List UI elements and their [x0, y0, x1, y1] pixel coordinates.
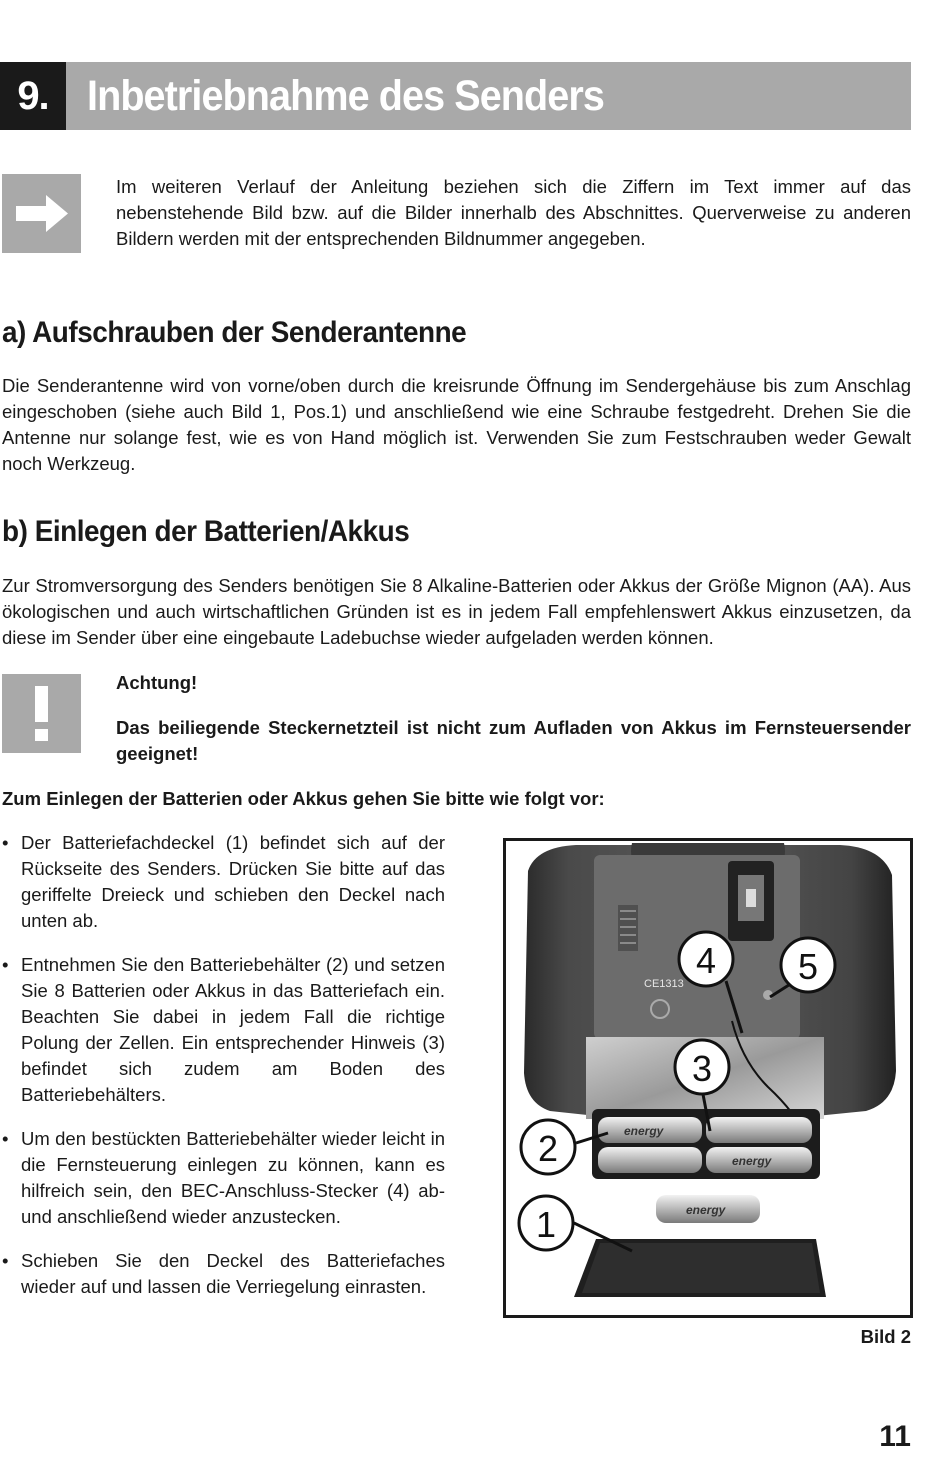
bullet-icon: •	[2, 1250, 9, 1271]
bullet-icon: •	[2, 832, 9, 853]
chapter-title: Inbetriebnahme des Senders	[87, 72, 604, 120]
warning-title: Achtung!	[116, 672, 198, 693]
svg-text:3: 3	[691, 1048, 713, 1089]
callout-2	[521, 1120, 575, 1174]
section-a-paragraph: Die Senderantenne wird von vorne/oben durch die kreisrunde Öffnung im Sendergehäuse bis zum Anschlag eingeschoben (siehe auch Bild 1, Pos.1) und anschließend wie eine Schraube festgedreht. Drehen Sie die Antenne nur solange fest, wie es von Hand möglich ist. Verwenden Sie zum Festschrauben weder Gewalt noch Werkzeug.	[2, 375, 911, 474]
figure-caption: Bild 2	[860, 1326, 911, 1347]
intro-paragraph: Im weiteren Verlauf der Anleitung beziehen sich die Ziffern im Text immer auf das nebenstehende Bild bzw. auf die Bilder innerhalb des Abschnittes. Querverweise zu anderen Bildern werden mit der entsprechenden Bildnummer angegeben.	[116, 176, 911, 249]
bullet-icon: •	[2, 1128, 9, 1149]
ce-mark: CE1313	[644, 978, 684, 990]
exclamation-icon	[2, 674, 81, 753]
callout-5	[781, 938, 835, 992]
warning-text: Das beiliegende Steckernetzteil ist nicht zum Aufladen von Akkus im Fernsteuersender geeignet!	[116, 717, 911, 764]
section-b-paragraph: Zur Stromversorgung des Senders benötigen Sie 8 Alkaline-Batterien oder Akkus der Größe Mignon (AA). Aus ökologischen und auch wirtschaftlichen Gründen ist es in jedem Fall empfehlenswert Akkus einzusetzen, da diese im Sender über eine eingebaute Ladebuchse wieder aufgeladen werden können.	[2, 575, 911, 648]
svg-text:2: 2	[537, 1128, 559, 1169]
steps-intro: Zum Einlegen der Batterien oder Akkus gehen Sie bitte wie folgt vor:	[2, 788, 605, 809]
chapter-number: 9.	[0, 62, 66, 130]
battery-label: energy	[686, 1203, 726, 1217]
section-a-heading: a) Aufschrauben der Senderantenne	[2, 316, 467, 349]
page-number: 11	[879, 1420, 911, 1453]
battery-label: energy	[732, 1154, 772, 1168]
bullet-icon: •	[2, 954, 9, 975]
list-item: • Der Batteriefachdeckel (1) befindet sich auf der Rückseite des Senders. Drücken Sie bitte auf das geriffelte Dreieck und schieben den Deckel nach unten ab.	[2, 832, 445, 931]
figure-photo	[503, 838, 913, 1318]
transmitter-battery-illustration	[506, 841, 910, 1315]
list-item: • Schieben Sie den Deckel des Batteriefaches wieder auf und lassen die Verriegelung einrasten.	[2, 1250, 445, 1297]
arrow-right-icon	[2, 174, 81, 253]
svg-text:1: 1	[535, 1204, 557, 1245]
chapter-header	[0, 62, 911, 130]
callout-3	[675, 1040, 729, 1094]
battery-label: energy	[624, 1124, 664, 1138]
list-item: • Entnehmen Sie den Batteriebehälter (2) und setzen Sie 8 Batterien oder Akkus in das Batteriefach ein. Beachten Sie dabei in jedem Fall die richtige Polung der Zellen. Ein entsprechender Hinweis (3) befindet sich zudem am Boden des Batteriebehälters.	[2, 954, 445, 1105]
steps-list	[2, 830, 445, 1318]
svg-text:5: 5	[797, 946, 819, 987]
list-item: • Um den bestückten Batteriebehälter wieder leicht in die Fernsteuerung einlegen zu können, kann es hilfreich sein, den BEC-Anschluss-Stecker (4) ab- und anschließend wieder anzustecken.	[2, 1128, 445, 1227]
callout-4	[679, 932, 733, 986]
section-b-heading: b) Einlegen der Batterien/Akkus	[2, 515, 410, 548]
callout-1	[519, 1196, 573, 1250]
svg-text:4: 4	[695, 940, 717, 981]
